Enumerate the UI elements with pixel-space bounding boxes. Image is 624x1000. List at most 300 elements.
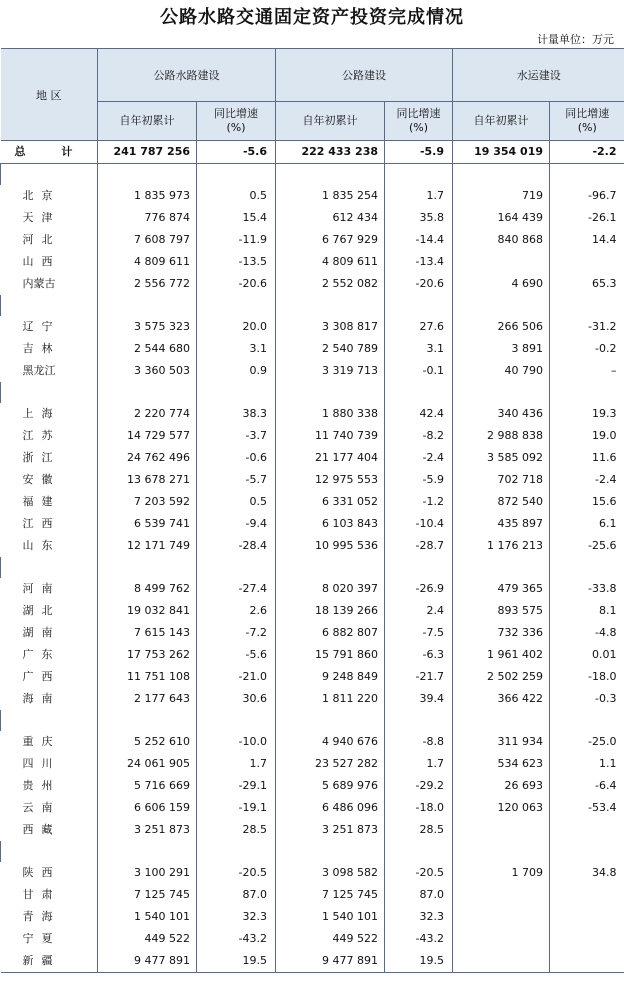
road-yoy: 87.0 xyxy=(385,884,453,906)
road-yoy: -7.5 xyxy=(385,622,453,644)
water-yoy: 1.1 xyxy=(550,753,624,775)
table-row xyxy=(1,666,624,688)
group-spacer xyxy=(1,164,624,186)
road-cum: 15 791 860 xyxy=(276,644,385,666)
region-name: 甘肃 xyxy=(22,888,61,901)
total-yoy: 19.5 xyxy=(197,950,276,973)
total-yoy: 0.5 xyxy=(197,491,276,513)
road-cum: 1 540 101 xyxy=(276,906,385,928)
water-yoy: -26.1 xyxy=(550,207,624,229)
water-yoy: 0.01 xyxy=(550,644,624,666)
road-yoy: -2.4 xyxy=(385,447,453,469)
table-row xyxy=(1,338,624,360)
road-cum: 23 527 282 xyxy=(276,753,385,775)
region-name: 湖北 xyxy=(22,604,61,617)
region-name: 海南 xyxy=(22,692,61,705)
water-yoy: -96.7 xyxy=(550,185,624,207)
total-yoy: -10.0 xyxy=(197,731,276,753)
spacer-cell xyxy=(550,382,624,403)
total-yoy: -5.6 xyxy=(197,644,276,666)
region-name: 江苏 xyxy=(22,429,61,442)
road-yoy: -20.6 xyxy=(385,273,453,295)
water-yoy: -18.0 xyxy=(550,666,624,688)
total-yoy: -7.2 xyxy=(197,622,276,644)
total-yoy: -27.4 xyxy=(197,578,276,600)
region-name: 北京 xyxy=(22,189,61,202)
water-cum: 2 502 259 xyxy=(453,666,550,688)
water-cum: 3 891 xyxy=(453,338,550,360)
total-cum: 2 220 774 xyxy=(98,403,197,425)
table-row xyxy=(1,403,624,425)
yoy-header: 同比增速 (%) xyxy=(197,102,276,141)
table-row xyxy=(1,797,624,819)
spacer-cell xyxy=(550,295,624,316)
investment-table xyxy=(0,48,624,973)
road-yoy: 39.4 xyxy=(385,688,453,710)
road-cum: 4 809 611 xyxy=(276,251,385,273)
total-cum: 11 751 108 xyxy=(98,666,197,688)
region-name: 山东 xyxy=(22,539,61,552)
water-yoy: 11.6 xyxy=(550,447,624,469)
road-yoy: 19.5 xyxy=(385,950,453,973)
group-spacer xyxy=(1,841,624,862)
water-yoy: -33.8 xyxy=(550,578,624,600)
region-name: 宁夏 xyxy=(22,932,61,945)
road-cum: 2 552 082 xyxy=(276,273,385,295)
water-yoy: -0.3 xyxy=(550,688,624,710)
spacer-cell xyxy=(385,295,453,316)
road-yoy: -10.4 xyxy=(385,513,453,535)
water-yoy: 65.3 xyxy=(550,273,624,295)
water-yoy: -2.4 xyxy=(550,469,624,491)
region-name: 江西 xyxy=(22,517,61,530)
cum-header: 自年初累计 xyxy=(98,102,197,141)
total-cum: 3 575 323 xyxy=(98,316,197,338)
total-cum: 8 499 762 xyxy=(98,578,197,600)
region-name: 湖南 xyxy=(22,626,61,639)
table-row xyxy=(1,819,624,841)
water-cum: 164 439 xyxy=(453,207,550,229)
total-yoy: -20.5 xyxy=(197,862,276,884)
spacer-cell xyxy=(276,557,385,578)
total-cum: 7 125 745 xyxy=(98,884,197,906)
water-cum xyxy=(453,251,550,273)
road-yoy: 32.3 xyxy=(385,906,453,928)
spacer-cell xyxy=(276,295,385,316)
road-cum: 9 477 891 xyxy=(276,950,385,973)
spacer-cell xyxy=(276,164,385,186)
spacer-cell xyxy=(453,841,550,862)
water-cum xyxy=(453,928,550,950)
water-yoy: -25.6 xyxy=(550,535,624,557)
water-cum: 1 709 xyxy=(453,862,550,884)
road-yoy: -13.4 xyxy=(385,251,453,273)
water-cum: 366 422 xyxy=(453,688,550,710)
road-cum: 1 835 254 xyxy=(276,185,385,207)
spacer-cell xyxy=(197,164,276,186)
group-spacer xyxy=(1,557,624,578)
water-cum: 26 693 xyxy=(453,775,550,797)
total-cum: 1 540 101 xyxy=(98,906,197,928)
table-row xyxy=(1,622,624,644)
total-cum: 24 061 905 xyxy=(98,753,197,775)
region-name: 广东 xyxy=(22,648,61,661)
total-cum: 776 874 xyxy=(98,207,197,229)
spacer-cell xyxy=(98,557,197,578)
road-cum: 449 522 xyxy=(276,928,385,950)
table-row xyxy=(1,469,624,491)
spacer-cell xyxy=(197,557,276,578)
water-yoy xyxy=(550,906,624,928)
table-row xyxy=(1,753,624,775)
road-cum: 6 103 843 xyxy=(276,513,385,535)
water-cum xyxy=(453,950,550,973)
road-yoy: -18.0 xyxy=(385,797,453,819)
road-yoy: -20.5 xyxy=(385,862,453,884)
road-yoy: -5.9 xyxy=(385,141,453,164)
region-name: 内蒙古 xyxy=(22,277,56,290)
table-row xyxy=(1,884,624,906)
road-yoy: 35.8 xyxy=(385,207,453,229)
group-spacer xyxy=(1,710,624,731)
water-cum: 435 897 xyxy=(453,513,550,535)
road-cum: 6 882 807 xyxy=(276,622,385,644)
total-yoy: -3.7 xyxy=(197,425,276,447)
table-row xyxy=(1,928,624,950)
region-name: 总 计 xyxy=(1,141,98,164)
road-cum: 6 486 096 xyxy=(276,797,385,819)
region-name: 山西 xyxy=(22,255,61,268)
total-yoy: -13.5 xyxy=(197,251,276,273)
spacer-cell xyxy=(197,295,276,316)
road-yoy: -43.2 xyxy=(385,928,453,950)
spacer-cell xyxy=(1,382,98,403)
spacer-cell xyxy=(385,164,453,186)
total-yoy: 15.4 xyxy=(197,207,276,229)
total-yoy: 1.7 xyxy=(197,753,276,775)
road-cum: 1 811 220 xyxy=(276,688,385,710)
total-cum: 2 544 680 xyxy=(98,338,197,360)
water-cum: 19 354 019 xyxy=(453,141,550,164)
spacer-cell xyxy=(98,295,197,316)
road-yoy: -8.2 xyxy=(385,425,453,447)
table-row xyxy=(1,600,624,622)
water-yoy: -31.2 xyxy=(550,316,624,338)
water-yoy: 15.6 xyxy=(550,491,624,513)
spacer-cell xyxy=(197,382,276,403)
spacer-cell xyxy=(453,164,550,186)
region-name: 新疆 xyxy=(1,950,98,973)
water-yoy xyxy=(550,884,624,906)
region-name: 四川 xyxy=(22,757,61,770)
table-row xyxy=(1,360,624,382)
water-cum: 840 868 xyxy=(453,229,550,251)
table-row xyxy=(1,273,624,295)
region-name: 广西 xyxy=(22,670,61,683)
road-yoy: -0.1 xyxy=(385,360,453,382)
spacer-cell xyxy=(98,710,197,731)
table-row xyxy=(1,906,624,928)
water-cum xyxy=(453,884,550,906)
table-row xyxy=(1,688,624,710)
water-cum xyxy=(453,819,550,841)
table-row xyxy=(1,491,624,513)
total-cum: 3 251 873 xyxy=(98,819,197,841)
spacer-cell xyxy=(276,710,385,731)
road-cum: 1 880 338 xyxy=(276,403,385,425)
total-yoy: 0.5 xyxy=(197,185,276,207)
total-cum: 7 203 592 xyxy=(98,491,197,513)
total-yoy: -21.0 xyxy=(197,666,276,688)
water-cum: 1 176 213 xyxy=(453,535,550,557)
group-spacer xyxy=(1,382,624,403)
total-yoy: -5.6 xyxy=(197,141,276,164)
total-yoy: 87.0 xyxy=(197,884,276,906)
spacer-cell xyxy=(1,164,98,186)
road-yoy: -21.7 xyxy=(385,666,453,688)
spacer-cell xyxy=(453,710,550,731)
page-title: 公路水路交通固定资产投资完成情况 xyxy=(160,7,464,28)
road-yoy: -29.2 xyxy=(385,775,453,797)
water-cum: 872 540 xyxy=(453,491,550,513)
water-yoy xyxy=(550,819,624,841)
spacer-cell xyxy=(385,710,453,731)
yoy-header: 同比增速 (%) xyxy=(550,102,624,141)
total-cum: 2 556 772 xyxy=(98,273,197,295)
road-yoy: -26.9 xyxy=(385,578,453,600)
water-cum: 311 934 xyxy=(453,731,550,753)
water-yoy: -4.8 xyxy=(550,622,624,644)
table-row xyxy=(1,229,624,251)
spacer-cell xyxy=(276,841,385,862)
total-cum: 14 729 577 xyxy=(98,425,197,447)
water-yoy: 19.3 xyxy=(550,403,624,425)
road-cum: 3 308 817 xyxy=(276,316,385,338)
road-yoy: 28.5 xyxy=(385,819,453,841)
road-yoy: -5.9 xyxy=(385,469,453,491)
spacer-cell xyxy=(550,710,624,731)
table-row xyxy=(1,185,624,207)
water-cum: 266 506 xyxy=(453,316,550,338)
spacer-cell xyxy=(550,557,624,578)
table-body xyxy=(1,141,624,973)
water-yoy: -25.0 xyxy=(550,731,624,753)
region-header: 地 区 xyxy=(1,49,98,141)
road-yoy: 42.4 xyxy=(385,403,453,425)
water-cum: 3 585 092 xyxy=(453,447,550,469)
region-name: 云南 xyxy=(22,801,61,814)
water-cum: 40 790 xyxy=(453,360,550,382)
total-yoy: 30.6 xyxy=(197,688,276,710)
total-cum: 3 100 291 xyxy=(98,862,197,884)
road-cum: 6 767 929 xyxy=(276,229,385,251)
spacer-cell xyxy=(453,557,550,578)
water-cum: 893 575 xyxy=(453,600,550,622)
region-name: 贵州 xyxy=(22,779,61,792)
total-yoy: 28.5 xyxy=(197,819,276,841)
table-row xyxy=(1,950,624,973)
road-yoy: -8.8 xyxy=(385,731,453,753)
water-yoy: 14.4 xyxy=(550,229,624,251)
road-yoy: -1.2 xyxy=(385,491,453,513)
road-cum: 612 434 xyxy=(276,207,385,229)
road-yoy: -14.4 xyxy=(385,229,453,251)
spacer-cell xyxy=(98,164,197,186)
spacer-cell xyxy=(98,382,197,403)
total-cum: 17 753 262 xyxy=(98,644,197,666)
table-row xyxy=(1,447,624,469)
road-cum: 222 433 238 xyxy=(276,141,385,164)
table-row xyxy=(1,644,624,666)
total-yoy: -0.6 xyxy=(197,447,276,469)
table-row xyxy=(1,862,624,884)
water-cum: 732 336 xyxy=(453,622,550,644)
total-cum: 24 762 496 xyxy=(98,447,197,469)
spacer-cell xyxy=(453,382,550,403)
yoy-header: 同比增速 (%) xyxy=(385,102,453,141)
unit-label: 计量单位：万元 xyxy=(537,33,614,46)
road-cum: 2 540 789 xyxy=(276,338,385,360)
region-name: 重庆 xyxy=(22,735,61,748)
spacer-cell xyxy=(550,841,624,862)
water-yoy: – xyxy=(550,360,624,382)
region-name: 河南 xyxy=(22,582,61,595)
spacer-cell xyxy=(197,841,276,862)
total-cum: 19 032 841 xyxy=(98,600,197,622)
region-name: 河北 xyxy=(22,233,61,246)
road-cum: 8 020 397 xyxy=(276,578,385,600)
water-yoy: -2.2 xyxy=(550,141,624,164)
water-yoy: -6.4 xyxy=(550,775,624,797)
water-cum: 702 718 xyxy=(453,469,550,491)
total-cum: 5 252 610 xyxy=(98,731,197,753)
spacer-cell xyxy=(197,710,276,731)
water-yoy xyxy=(550,928,624,950)
road-cum: 5 689 976 xyxy=(276,775,385,797)
water-cum: 120 063 xyxy=(453,797,550,819)
total-row xyxy=(1,141,624,164)
total-cum: 3 360 503 xyxy=(98,360,197,382)
water-yoy: 6.1 xyxy=(550,513,624,535)
total-yoy: 0.9 xyxy=(197,360,276,382)
road-yoy: -28.7 xyxy=(385,535,453,557)
region-name: 安徽 xyxy=(22,473,61,486)
water-yoy: 19.0 xyxy=(550,425,624,447)
water-yoy xyxy=(550,251,624,273)
table-row xyxy=(1,731,624,753)
road-cum: 3 319 713 xyxy=(276,360,385,382)
total-yoy: -43.2 xyxy=(197,928,276,950)
total-yoy: 38.3 xyxy=(197,403,276,425)
water-cum xyxy=(453,906,550,928)
road-cum: 10 995 536 xyxy=(276,535,385,557)
total-cum: 13 678 271 xyxy=(98,469,197,491)
table-row xyxy=(1,207,624,229)
total-yoy: -11.9 xyxy=(197,229,276,251)
spacer-cell xyxy=(276,382,385,403)
total-cum: 12 171 749 xyxy=(98,535,197,557)
total-cum: 5 716 669 xyxy=(98,775,197,797)
total-yoy: -19.1 xyxy=(197,797,276,819)
road-yoy: 2.4 xyxy=(385,600,453,622)
region-name: 黑龙江 xyxy=(22,364,56,377)
region-name: 天津 xyxy=(22,211,61,224)
total-cum: 6 606 159 xyxy=(98,797,197,819)
water-yoy: -53.4 xyxy=(550,797,624,819)
table-row xyxy=(1,316,624,338)
region-name: 西藏 xyxy=(22,823,61,836)
total-yoy: 3.1 xyxy=(197,338,276,360)
road-cum: 11 740 739 xyxy=(276,425,385,447)
table-row xyxy=(1,535,624,557)
road-yoy: 27.6 xyxy=(385,316,453,338)
total-yoy: 20.0 xyxy=(197,316,276,338)
total-cum: 449 522 xyxy=(98,928,197,950)
total-yoy: 2.6 xyxy=(197,600,276,622)
region-name: 辽宁 xyxy=(22,320,61,333)
road-cum: 7 125 745 xyxy=(276,884,385,906)
road-yoy: 1.7 xyxy=(385,185,453,207)
total-yoy: -29.1 xyxy=(197,775,276,797)
water-yoy: 34.8 xyxy=(550,862,624,884)
water-cum: 1 961 402 xyxy=(453,644,550,666)
spacer-cell xyxy=(385,841,453,862)
water-cum: 2 988 838 xyxy=(453,425,550,447)
group-header-total: 公路水路建设 xyxy=(98,49,276,102)
region-name: 吉林 xyxy=(22,342,61,355)
group-header-water: 水运建设 xyxy=(453,49,624,102)
water-yoy xyxy=(550,950,624,973)
road-cum: 12 975 553 xyxy=(276,469,385,491)
table-row xyxy=(1,578,624,600)
road-cum: 3 098 582 xyxy=(276,862,385,884)
region-name: 福建 xyxy=(22,495,61,508)
region-name: 浙江 xyxy=(22,451,61,464)
road-cum: 6 331 052 xyxy=(276,491,385,513)
road-yoy: 1.7 xyxy=(385,753,453,775)
cum-header: 自年初累计 xyxy=(276,102,385,141)
total-cum: 1 835 973 xyxy=(98,185,197,207)
road-cum: 21 177 404 xyxy=(276,447,385,469)
water-cum: 479 365 xyxy=(453,578,550,600)
road-cum: 3 251 873 xyxy=(276,819,385,841)
water-yoy: -0.2 xyxy=(550,338,624,360)
table-row xyxy=(1,513,624,535)
road-cum: 4 940 676 xyxy=(276,731,385,753)
water-cum: 4 690 xyxy=(453,273,550,295)
cum-header: 自年初累计 xyxy=(453,102,550,141)
table-row xyxy=(1,775,624,797)
road-yoy: 3.1 xyxy=(385,338,453,360)
table-row xyxy=(1,425,624,447)
water-yoy: 8.1 xyxy=(550,600,624,622)
total-cum: 2 177 643 xyxy=(98,688,197,710)
spacer-cell xyxy=(1,557,98,578)
total-cum: 9 477 891 xyxy=(98,950,197,973)
water-cum: 719 xyxy=(453,185,550,207)
region-name: 陕西 xyxy=(22,866,61,879)
group-header-road: 公路建设 xyxy=(276,49,453,102)
spacer-cell xyxy=(550,164,624,186)
total-cum: 7 615 143 xyxy=(98,622,197,644)
table-row xyxy=(1,251,624,273)
total-yoy: -9.4 xyxy=(197,513,276,535)
water-cum: 340 436 xyxy=(453,403,550,425)
total-cum: 4 809 611 xyxy=(98,251,197,273)
region-name: 青海 xyxy=(22,910,61,923)
spacer-cell xyxy=(385,382,453,403)
total-cum: 6 539 741 xyxy=(98,513,197,535)
